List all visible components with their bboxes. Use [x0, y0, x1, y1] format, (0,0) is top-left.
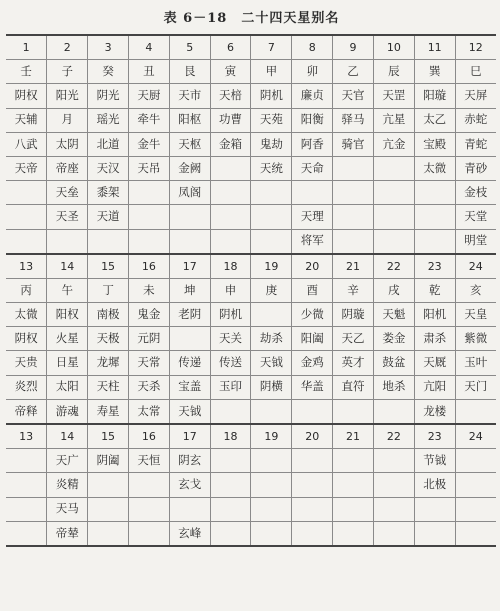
- column-number-cell: 2: [47, 35, 88, 60]
- mountain-cell: 庚: [251, 278, 292, 302]
- mountain-cell: 甲: [251, 60, 292, 84]
- alias-cell: [333, 205, 374, 229]
- mountain-cell: 天恒: [128, 449, 169, 473]
- alias-cell: 肃杀: [414, 327, 455, 351]
- alias-cell: [210, 229, 251, 254]
- number-row: [6, 254, 496, 279]
- mountain-cell: 节钺: [414, 449, 455, 473]
- star-alias-table: [6, 34, 496, 547]
- mountain-cell: [333, 449, 374, 473]
- alias-cell: 阿香: [292, 132, 333, 156]
- alias-cell: [210, 399, 251, 424]
- alias-cell: [210, 156, 251, 180]
- alias-cell: [210, 473, 251, 497]
- column-number-cell: 18: [210, 424, 251, 449]
- column-number-cell: 21: [333, 424, 374, 449]
- alias-cell: [251, 181, 292, 205]
- alias-cell: [373, 521, 414, 546]
- alias-cell: 南极: [88, 303, 129, 327]
- column-number-cell: 16: [128, 254, 169, 279]
- alias-cell: 阴机: [210, 303, 251, 327]
- column-number-cell: 16: [128, 424, 169, 449]
- alias-cell: 寿星: [88, 399, 129, 424]
- mountain-cell: 酉: [292, 278, 333, 302]
- alias-cell: [292, 497, 333, 521]
- alias-cell: 金牛: [128, 132, 169, 156]
- alias-cell: 天关: [210, 327, 251, 351]
- alias-cell: 游魂: [47, 399, 88, 424]
- alias-cell: [128, 473, 169, 497]
- mountain-cell: 阴阖: [88, 449, 129, 473]
- alias-cell: 天门: [455, 375, 496, 399]
- alias-cell: 阴权: [6, 84, 47, 108]
- alias-cell: [455, 497, 496, 521]
- alias-cell: 太阳: [47, 375, 88, 399]
- alias-cell: 凤阁: [169, 181, 210, 205]
- column-number-cell: 5: [169, 35, 210, 60]
- alias-cell: [210, 521, 251, 546]
- alias-cell: [455, 473, 496, 497]
- table-body: [6, 35, 496, 546]
- column-number-cell: 20: [292, 424, 333, 449]
- alias-cell: 天柱: [88, 375, 129, 399]
- alias-cell: [251, 473, 292, 497]
- alias-cell: 帝辇: [47, 521, 88, 546]
- table-row: [6, 108, 496, 132]
- alias-cell: 龙楼: [414, 399, 455, 424]
- alias-cell: 明堂: [455, 229, 496, 254]
- mountain-cell: 辰: [373, 60, 414, 84]
- table-row: [6, 229, 496, 254]
- alias-cell: 天圣: [47, 205, 88, 229]
- alias-cell: [251, 497, 292, 521]
- alias-cell: [169, 327, 210, 351]
- alias-cell: [333, 521, 374, 546]
- alias-cell: [88, 521, 129, 546]
- mountain-cell: 艮: [169, 60, 210, 84]
- alias-cell: [88, 473, 129, 497]
- alias-cell: 天魁: [373, 303, 414, 327]
- alias-cell: 阴横: [251, 375, 292, 399]
- alias-cell: 太常: [128, 399, 169, 424]
- table-title: 表 6－18 二十四天星别名: [163, 11, 340, 26]
- table-row: [6, 278, 496, 302]
- alias-cell: 阳枢: [169, 108, 210, 132]
- table-row: [6, 521, 496, 546]
- column-number-cell: 24: [455, 424, 496, 449]
- alias-cell: [292, 521, 333, 546]
- alias-cell: [373, 156, 414, 180]
- alias-cell: 天马: [47, 497, 88, 521]
- alias-cell: 阴璇: [333, 303, 374, 327]
- column-number-cell: 23: [414, 424, 455, 449]
- alias-cell: 少微: [292, 303, 333, 327]
- alias-cell: [6, 181, 47, 205]
- alias-cell: 功曹: [210, 108, 251, 132]
- alias-cell: [6, 473, 47, 497]
- alias-cell: [333, 497, 374, 521]
- alias-cell: [373, 473, 414, 497]
- number-row: [6, 424, 496, 449]
- alias-cell: 玄峰: [169, 521, 210, 546]
- column-number-cell: 14: [47, 424, 88, 449]
- alias-cell: 阳光: [47, 84, 88, 108]
- alias-cell: 太微: [414, 156, 455, 180]
- mountain-cell: [292, 449, 333, 473]
- alias-cell: 金阙: [169, 156, 210, 180]
- alias-cell: 天棓: [210, 84, 251, 108]
- alias-cell: [414, 205, 455, 229]
- column-number-cell: 23: [414, 254, 455, 279]
- table-row: [6, 132, 496, 156]
- alias-cell: 骑官: [333, 132, 374, 156]
- alias-cell: 驿马: [333, 108, 374, 132]
- alias-cell: 天乙: [333, 327, 374, 351]
- alias-cell: 传送: [210, 351, 251, 375]
- column-number-cell: 17: [169, 254, 210, 279]
- alias-cell: 帝座: [47, 156, 88, 180]
- alias-cell: 亢阳: [414, 375, 455, 399]
- alias-cell: [210, 205, 251, 229]
- alias-cell: [128, 181, 169, 205]
- alias-cell: 阳璇: [414, 84, 455, 108]
- mountain-cell: 巽: [414, 60, 455, 84]
- alias-cell: 天常: [128, 351, 169, 375]
- mountain-cell: [373, 449, 414, 473]
- mountain-cell: 丙: [6, 278, 47, 302]
- alias-cell: 地杀: [373, 375, 414, 399]
- mountain-cell: 阴玄: [169, 449, 210, 473]
- mountain-cell: 丑: [128, 60, 169, 84]
- mountain-cell: 戌: [373, 278, 414, 302]
- column-number-cell: 8: [292, 35, 333, 60]
- alias-cell: 天垒: [47, 181, 88, 205]
- alias-cell: 廉贞: [292, 84, 333, 108]
- table-row: [6, 181, 496, 205]
- mountain-cell: 乙: [333, 60, 374, 84]
- alias-cell: 金鸡: [292, 351, 333, 375]
- mountain-cell: [6, 449, 47, 473]
- alias-cell: 元阴: [128, 327, 169, 351]
- column-number-cell: 19: [251, 254, 292, 279]
- column-number-cell: 13: [6, 424, 47, 449]
- alias-cell: 宝殿: [414, 132, 455, 156]
- alias-cell: 日星: [47, 351, 88, 375]
- alias-cell: [333, 181, 374, 205]
- alias-cell: 天苑: [251, 108, 292, 132]
- alias-cell: 劫杀: [251, 327, 292, 351]
- column-number-cell: 24: [455, 254, 496, 279]
- alias-cell: 天统: [251, 156, 292, 180]
- alias-cell: [251, 205, 292, 229]
- mountain-cell: [251, 449, 292, 473]
- alias-cell: [373, 205, 414, 229]
- alias-cell: [414, 181, 455, 205]
- number-row: [6, 35, 496, 60]
- alias-cell: 天贵: [6, 351, 47, 375]
- alias-cell: 老阴: [169, 303, 210, 327]
- alias-cell: 阴光: [88, 84, 129, 108]
- alias-cell: 天厩: [414, 351, 455, 375]
- column-number-cell: 12: [455, 35, 496, 60]
- mountain-cell: 辛: [333, 278, 374, 302]
- mountain-cell: 未: [128, 278, 169, 302]
- alias-cell: [251, 303, 292, 327]
- column-number-cell: 7: [251, 35, 292, 60]
- table-row: [6, 473, 496, 497]
- alias-cell: 阳权: [47, 303, 88, 327]
- alias-cell: [128, 521, 169, 546]
- column-number-cell: 18: [210, 254, 251, 279]
- alias-cell: 天帝: [6, 156, 47, 180]
- mountain-cell: [210, 449, 251, 473]
- mountain-cell: 子: [47, 60, 88, 84]
- alias-cell: [128, 229, 169, 254]
- column-number-cell: 22: [373, 424, 414, 449]
- alias-cell: 天官: [333, 84, 374, 108]
- alias-cell: 阳阖: [292, 327, 333, 351]
- alias-cell: [47, 229, 88, 254]
- column-number-cell: 6: [210, 35, 251, 60]
- alias-cell: 天汉: [88, 156, 129, 180]
- alias-cell: 鼓盆: [373, 351, 414, 375]
- table-row: [6, 84, 496, 108]
- alias-cell: 龙墀: [88, 351, 129, 375]
- alias-cell: [6, 205, 47, 229]
- alias-cell: 帝释: [6, 399, 47, 424]
- alias-cell: [6, 229, 47, 254]
- alias-cell: [333, 473, 374, 497]
- alias-cell: [88, 497, 129, 521]
- column-number-cell: 14: [47, 254, 88, 279]
- alias-cell: [333, 399, 374, 424]
- column-number-cell: 13: [6, 254, 47, 279]
- alias-cell: 天命: [292, 156, 333, 180]
- alias-cell: 北极: [414, 473, 455, 497]
- alias-cell: 阴权: [6, 327, 47, 351]
- alias-cell: 阳衡: [292, 108, 333, 132]
- mountain-cell: 丁: [88, 278, 129, 302]
- table-row: [6, 449, 496, 473]
- table-row: [6, 351, 496, 375]
- column-number-cell: 19: [251, 424, 292, 449]
- alias-cell: 宝盖: [169, 375, 210, 399]
- alias-cell: 天市: [169, 84, 210, 108]
- alias-cell: 玉叶: [455, 351, 496, 375]
- alias-cell: 天钺: [169, 399, 210, 424]
- alias-cell: [210, 181, 251, 205]
- alias-cell: 传递: [169, 351, 210, 375]
- alias-cell: [128, 205, 169, 229]
- alias-cell: 金箱: [210, 132, 251, 156]
- mountain-cell: 卯: [292, 60, 333, 84]
- alias-cell: 天钺: [251, 351, 292, 375]
- alias-cell: 玄戈: [169, 473, 210, 497]
- alias-cell: [251, 399, 292, 424]
- column-number-cell: 15: [88, 254, 129, 279]
- alias-cell: 天厨: [128, 84, 169, 108]
- alias-cell: 牵牛: [128, 108, 169, 132]
- alias-cell: 天辅: [6, 108, 47, 132]
- alias-cell: [128, 497, 169, 521]
- alias-cell: 鬼金: [128, 303, 169, 327]
- alias-cell: 娄金: [373, 327, 414, 351]
- alias-cell: [292, 181, 333, 205]
- column-number-cell: 20: [292, 254, 333, 279]
- alias-cell: [169, 229, 210, 254]
- alias-cell: [88, 229, 129, 254]
- column-number-cell: 9: [333, 35, 374, 60]
- table-row: [6, 156, 496, 180]
- alias-cell: 金枝: [455, 181, 496, 205]
- alias-cell: 亢金: [373, 132, 414, 156]
- alias-cell: [455, 399, 496, 424]
- column-number-cell: 22: [373, 254, 414, 279]
- alias-cell: 天堂: [455, 205, 496, 229]
- mountain-cell: 寅: [210, 60, 251, 84]
- alias-cell: 天极: [88, 327, 129, 351]
- mountain-cell: 午: [47, 278, 88, 302]
- alias-cell: 天道: [88, 205, 129, 229]
- alias-cell: [6, 521, 47, 546]
- alias-cell: [414, 229, 455, 254]
- alias-cell: 太阴: [47, 132, 88, 156]
- table-row: [6, 497, 496, 521]
- alias-cell: [373, 497, 414, 521]
- column-number-cell: 1: [6, 35, 47, 60]
- alias-cell: [6, 497, 47, 521]
- alias-cell: 亢星: [373, 108, 414, 132]
- alias-cell: 天吊: [128, 156, 169, 180]
- alias-cell: [373, 229, 414, 254]
- alias-cell: 黍架: [88, 181, 129, 205]
- alias-cell: 太乙: [414, 108, 455, 132]
- column-number-cell: 11: [414, 35, 455, 60]
- column-number-cell: 15: [88, 424, 129, 449]
- alias-cell: 赤蛇: [455, 108, 496, 132]
- alias-cell: 天理: [292, 205, 333, 229]
- alias-cell: 紫微: [455, 327, 496, 351]
- alias-cell: [373, 399, 414, 424]
- column-number-cell: 17: [169, 424, 210, 449]
- mountain-cell: 天广: [47, 449, 88, 473]
- column-number-cell: 10: [373, 35, 414, 60]
- table-row: [6, 60, 496, 84]
- mountain-cell: 乾: [414, 278, 455, 302]
- alias-cell: [292, 399, 333, 424]
- alias-cell: 瑶光: [88, 108, 129, 132]
- table-row: [6, 375, 496, 399]
- column-number-cell: 3: [88, 35, 129, 60]
- table-row: [6, 303, 496, 327]
- alias-cell: [251, 229, 292, 254]
- alias-cell: 天皇: [455, 303, 496, 327]
- alias-cell: 直符: [333, 375, 374, 399]
- alias-cell: [333, 229, 374, 254]
- mountain-cell: 壬: [6, 60, 47, 84]
- alias-cell: 阴机: [251, 84, 292, 108]
- alias-cell: 天屏: [455, 84, 496, 108]
- alias-cell: 天罡: [373, 84, 414, 108]
- alias-cell: [251, 521, 292, 546]
- table-row: [6, 205, 496, 229]
- alias-cell: 英才: [333, 351, 374, 375]
- alias-cell: 阳机: [414, 303, 455, 327]
- alias-cell: 青蛇: [455, 132, 496, 156]
- alias-cell: [169, 497, 210, 521]
- alias-cell: 八武: [6, 132, 47, 156]
- alias-cell: [210, 497, 251, 521]
- alias-cell: [292, 473, 333, 497]
- alias-cell: [373, 181, 414, 205]
- mountain-cell: 申: [210, 278, 251, 302]
- column-number-cell: 4: [128, 35, 169, 60]
- alias-cell: 鬼劫: [251, 132, 292, 156]
- mountain-cell: [455, 449, 496, 473]
- alias-cell: 月: [47, 108, 88, 132]
- alias-cell: [455, 521, 496, 546]
- alias-cell: 炎精: [47, 473, 88, 497]
- alias-cell: [414, 497, 455, 521]
- table-row: [6, 327, 496, 351]
- mountain-cell: 坤: [169, 278, 210, 302]
- column-number-cell: 21: [333, 254, 374, 279]
- alias-cell: [333, 156, 374, 180]
- alias-cell: 华盖: [292, 375, 333, 399]
- mountain-cell: 亥: [455, 278, 496, 302]
- alias-cell: [414, 521, 455, 546]
- alias-cell: 天枢: [169, 132, 210, 156]
- alias-cell: 青砂: [455, 156, 496, 180]
- alias-cell: 北道: [88, 132, 129, 156]
- alias-cell: 炎烈: [6, 375, 47, 399]
- alias-cell: [169, 205, 210, 229]
- table-row: [6, 399, 496, 424]
- alias-cell: 天杀: [128, 375, 169, 399]
- alias-cell: 太微: [6, 303, 47, 327]
- alias-cell: 玉印: [210, 375, 251, 399]
- mountain-cell: 巳: [455, 60, 496, 84]
- alias-cell: 将军: [292, 229, 333, 254]
- mountain-cell: 癸: [88, 60, 129, 84]
- alias-cell: 火星: [47, 327, 88, 351]
